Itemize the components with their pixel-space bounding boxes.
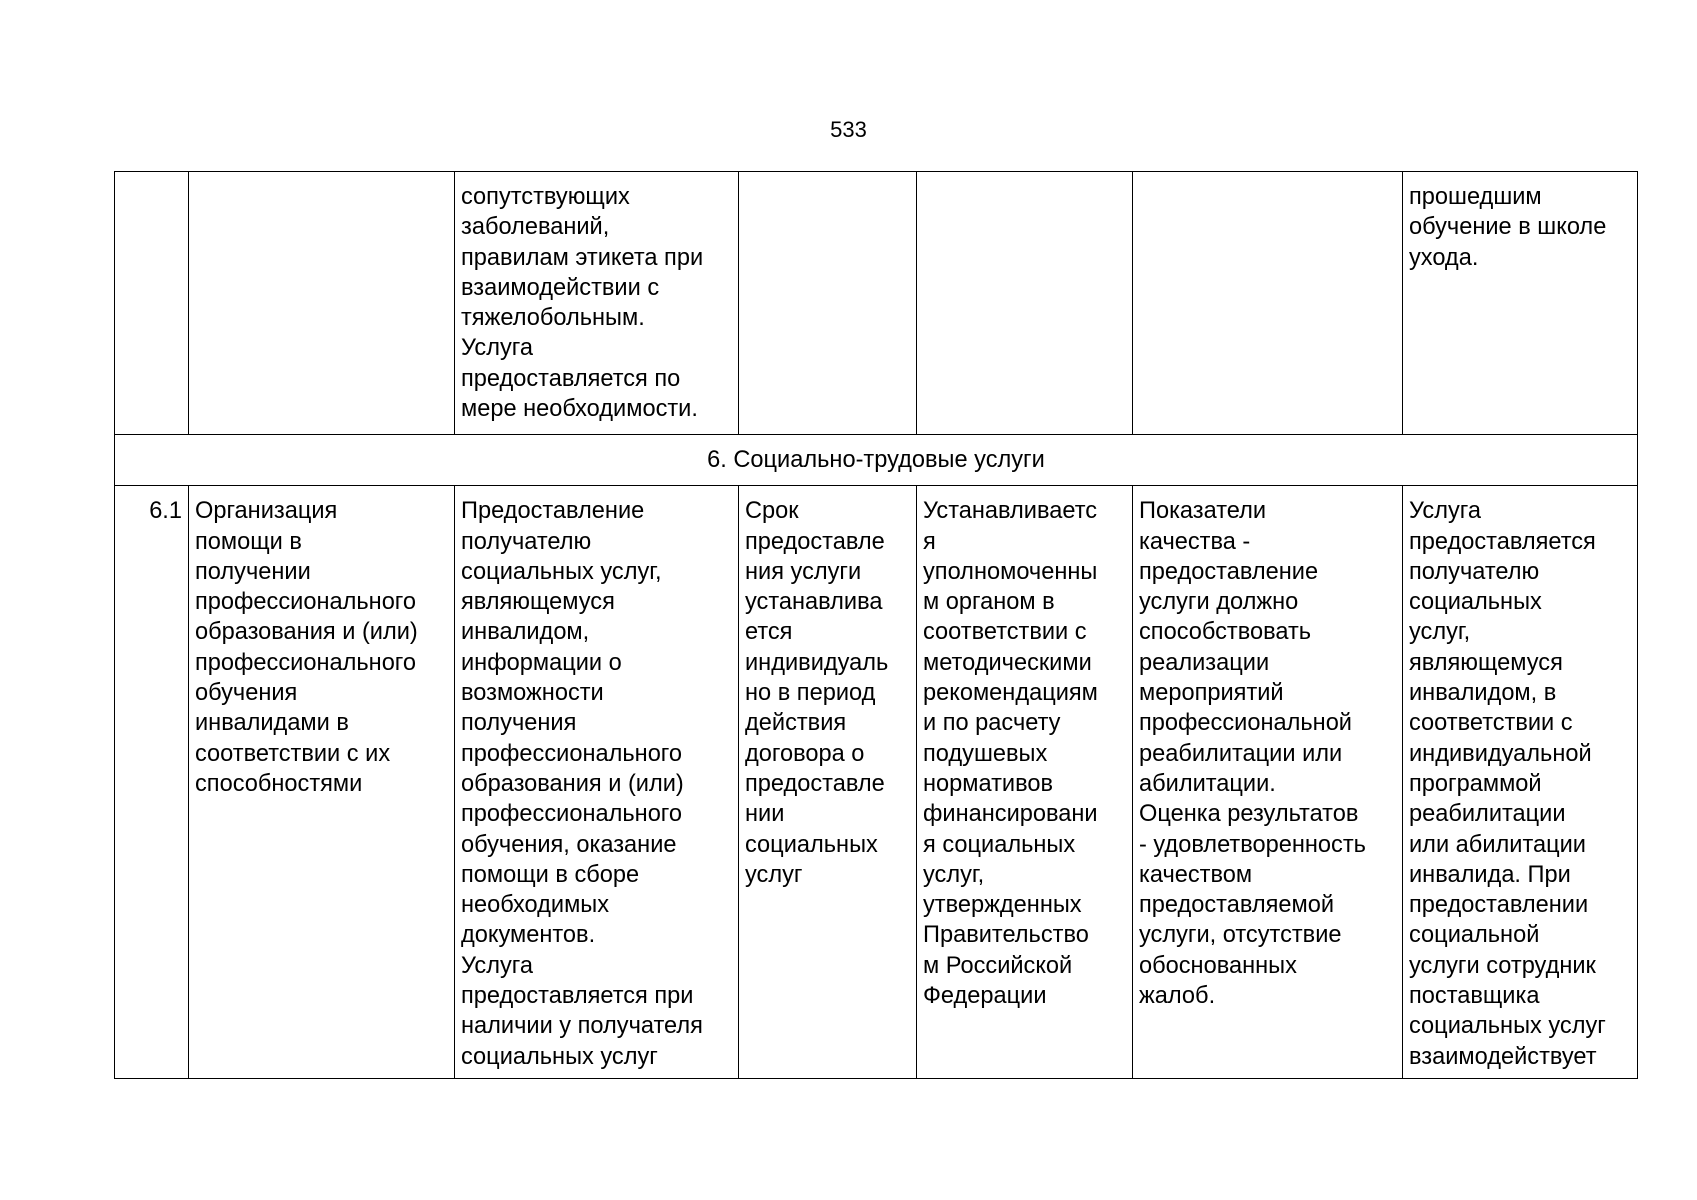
continuation-row: [115, 172, 1638, 435]
cell-service-term: [739, 172, 917, 435]
cell-quality-indicators: Показатели качества - предоставление услуги должно способствовать реализации мероприятий профессиональной реабилитации или абилитации. Оценка результатов - удовлетворенность качеством предоставляемой услуги, отсутствие обоснованных жалоб.: [1133, 486, 1403, 1079]
cell-service-name: [189, 172, 455, 435]
section-title: 6. Социально-трудовые услуги: [115, 435, 1638, 486]
cell-service-description: Предоставление получателю социальных услуг, являющемуся инвалидом, информации о возможности получения профессионального образования и (или) профессионального обучения, оказание помощи в сборе необходимых документов. Услуга предоставляется при наличии у получателя социальных услуг: [455, 486, 739, 1079]
page-number: 533: [830, 117, 867, 142]
cell-quality-indicators: [1133, 172, 1403, 435]
service-row-6-1: [115, 486, 1638, 1079]
section-header-row: [115, 435, 1638, 486]
cell-service-term: Срок предоставле ния услуги устанавлива ется индивидуаль но в период действия договора о предоставле нии социальных услуг: [739, 486, 917, 1079]
cell-financing-norm: [917, 172, 1133, 435]
cell-service-description: сопутствующих заболеваний, правилам этикета при взаимодействии с тяжелобольным. Услуга предоставляется по мере необходимости.: [455, 172, 739, 435]
cell-provision-conditions: Услуга предоставляется получателю социальных услуг, являющемуся инвалидом, в соответствии с индивидуальной программой реабилитации или абилитации инвалида. При предоставлении социальной услуги сотрудник поставщика социальных услуг взаимодействует: [1403, 486, 1638, 1079]
cell-financing-norm: Устанавливаетс я уполномоченны м органом в соответствии с методическими рекомендациям и по расчету подушевых нормативов финансировани я социальных услуг, утвержденных Правительство м Российской Федерации: [917, 486, 1133, 1079]
services-table: [114, 171, 1638, 1079]
cell-provision-conditions: прошедшим обучение в школе ухода.: [1403, 172, 1638, 435]
cell-service-name: Организация помощи в получении профессионального образования и (или) профессионального обучения инвалидами в соответствии с их способностями: [189, 486, 455, 1079]
cell-number: 6.1: [115, 486, 189, 1079]
cell-number: [115, 172, 189, 435]
